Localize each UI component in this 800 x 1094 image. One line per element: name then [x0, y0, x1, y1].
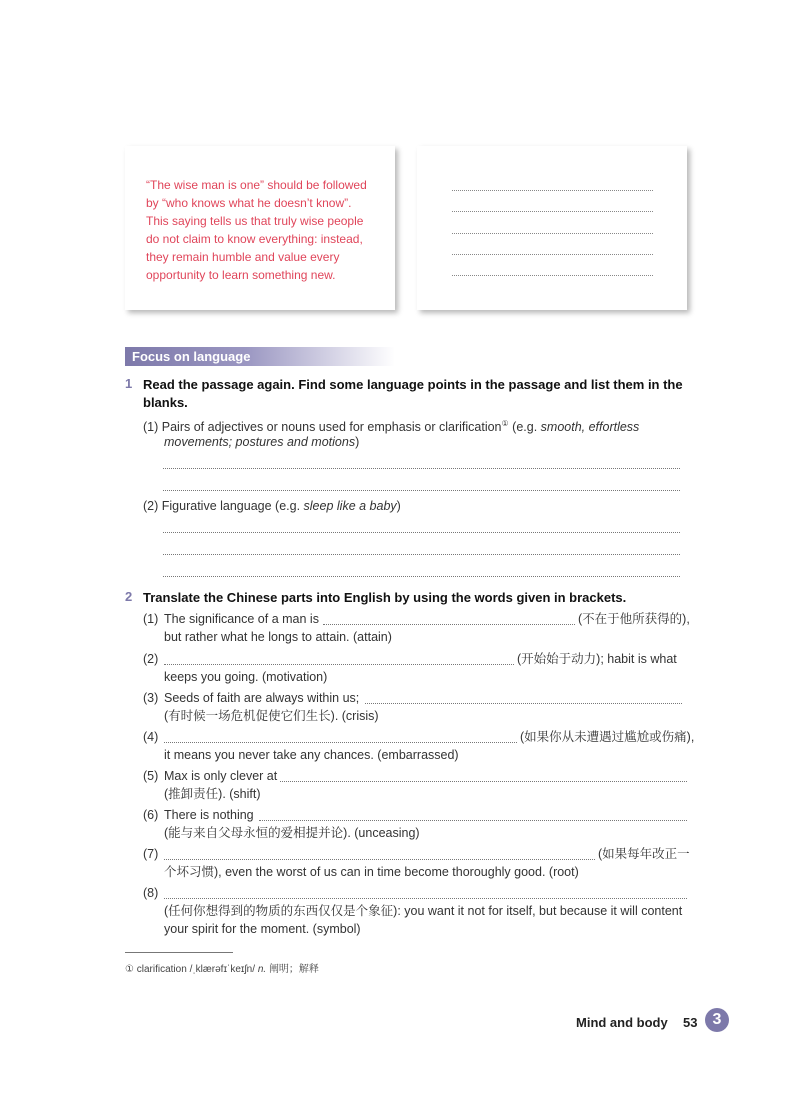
example-text: smooth, effortless: [540, 420, 640, 435]
question-instruction: Translate the Chinese parts into English by using the words given in brackets.: [143, 590, 627, 605]
question-instruction: [143, 376, 683, 412]
item-text: (e.g.: [508, 420, 541, 435]
item-text: ): [355, 435, 360, 449]
answer-line[interactable]: [259, 820, 687, 821]
answer-line[interactable]: [452, 233, 653, 234]
answer-line[interactable]: [163, 490, 680, 491]
footnote-pos: n.: [257, 964, 267, 975]
q2-item-text: keeps you going. (motivation): [164, 670, 328, 684]
q2-item-label: (8): [143, 886, 159, 900]
quote-line: opportunity to learn something new.: [146, 268, 336, 282]
q1-item-1-cont: [164, 433, 359, 451]
q2-item-chinese: (不在于他所获得的),: [578, 612, 690, 626]
q2-item-label: (5): [143, 769, 159, 783]
item-label: (1): [143, 420, 159, 435]
q2-item-chinese: (推卸责任). (shift): [164, 787, 261, 801]
item-text: Figurative language (e.g.: [161, 499, 304, 513]
footnote-divider: [125, 952, 233, 953]
footnote-meaning: 阐明；解释: [268, 964, 319, 975]
unit-title: Mind and body: [576, 1015, 668, 1030]
q2-item-text: your spirit for the moment. (symbol): [164, 922, 361, 936]
q2-item-label: (6): [143, 808, 159, 822]
quote-line: by “who knows what he doesn’t know”.: [146, 196, 352, 210]
answer-line[interactable]: [452, 275, 653, 276]
answer-line[interactable]: [164, 859, 595, 860]
quote-text: [146, 176, 386, 284]
question-number: 1: [125, 376, 133, 391]
answer-card-quote: [125, 146, 395, 310]
q1-item-2: [143, 497, 401, 515]
answer-line[interactable]: [164, 898, 687, 899]
q2-item-chinese: (开始始于动力); habit is what: [517, 652, 677, 666]
q2-item-chinese: (能与来自父母永恒的爱相提并论). (unceasing): [164, 826, 420, 840]
instruction-line: Read the passage again. Find some language points in the passage and list them in the: [143, 377, 683, 392]
q2-item-label: (7): [143, 847, 159, 861]
answer-line[interactable]: [452, 254, 653, 255]
quote-line: “The wise man is one” should be followed: [146, 178, 367, 192]
q2-item-text: There is nothing: [164, 808, 254, 822]
q2-item-text: but rather what he longs to attain. (attain): [164, 630, 392, 644]
example-text: sleep like a baby: [303, 499, 397, 513]
answer-line[interactable]: [164, 664, 514, 665]
q2-item-text: it means you never take any chances. (embarrassed): [164, 748, 459, 762]
q2-item-label: (1): [143, 612, 159, 626]
answer-line[interactable]: [163, 576, 680, 577]
quote-line: do not claim to know everything: instead,: [146, 232, 363, 246]
q2-item-text: The significance of a man is: [164, 612, 319, 626]
footnote: [125, 960, 319, 975]
footnote-mark: ①: [501, 419, 509, 428]
item-label: (2): [143, 499, 159, 513]
answer-line[interactable]: [452, 190, 653, 191]
answer-line[interactable]: [280, 781, 687, 782]
unit-badge: 3: [705, 1008, 729, 1032]
q2-item-chinese: (任何你想得到的物质的东西仅仅是个象征): you want it not for itself, but because it will content: [164, 904, 683, 918]
q2-item-text: 个坏习惯), even the worst of us can in time become thoroughly good. (root): [164, 865, 579, 879]
page-number: 53: [683, 1015, 698, 1030]
q2-item-chinese: (如果每年改正一: [598, 847, 690, 861]
instruction-line: blanks.: [143, 395, 188, 410]
answer-line[interactable]: [323, 624, 575, 625]
item-text: ): [396, 499, 401, 513]
answer-line[interactable]: [365, 703, 682, 704]
q2-item-label: (4): [143, 730, 159, 744]
q2-item-text: Max is only clever at: [164, 769, 278, 783]
footnote-mark: ①: [125, 964, 134, 975]
q2-item-label: (3): [143, 691, 159, 705]
question-number: 2: [125, 589, 133, 604]
q2-item-text: Seeds of faith are always within us;: [164, 691, 360, 705]
section-banner: Focus on language: [125, 347, 395, 366]
answer-line[interactable]: [163, 532, 680, 533]
answer-card-blank: [417, 146, 687, 310]
answer-line[interactable]: [164, 742, 517, 743]
footnote-ipa: /ˌklærəfɪˈkeɪʃn/: [189, 964, 256, 975]
example-text: movements; postures and motions: [164, 435, 356, 449]
item-text: Pairs of adjectives or nouns used for emphasis or clarification: [161, 420, 502, 435]
q2-item-label: (2): [143, 652, 159, 666]
answer-line[interactable]: [163, 468, 680, 469]
footnote-word: clarification: [136, 964, 187, 975]
answer-line[interactable]: [452, 211, 653, 212]
answer-line[interactable]: [163, 554, 680, 555]
q2-item-chinese: (有时候一场危机促使它们生长). (crisis): [164, 709, 379, 723]
quote-line: they remain humble and value every: [146, 250, 340, 264]
q2-item-chinese: (如果你从未遭遇过尴尬或伤痛),: [520, 730, 695, 744]
quote-line: This saying tells us that truly wise people: [146, 214, 364, 228]
